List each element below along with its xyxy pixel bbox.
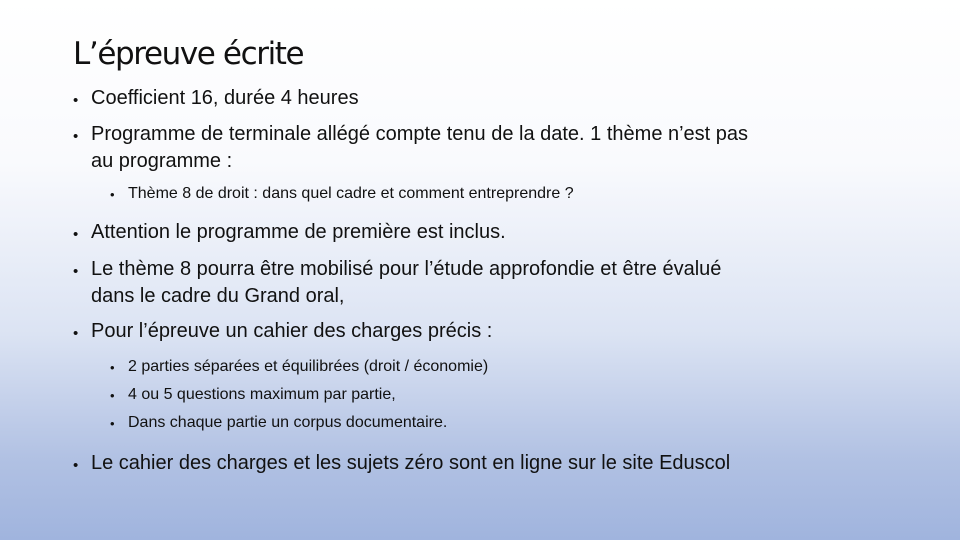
bullet-marker: •: [73, 325, 79, 342]
sub-bullet-text: 4 ou 5 questions maximum par partie,: [128, 386, 396, 403]
bullet-marker: •: [110, 416, 115, 431]
bullet-text: Le cahier des charges et les sujets zéro sont en ligne sur le site Eduscol: [91, 452, 731, 474]
bullet-marker: •: [73, 226, 79, 243]
bullet-marker: •: [110, 388, 115, 403]
bullet-text: Le thème 8 pourra être mobilisé pour l’étude approfondie et être évalué: [91, 258, 722, 280]
bullet-text-continuation: au programme :: [91, 150, 233, 172]
bullet-marker: •: [73, 92, 79, 109]
bullet-marker: •: [73, 457, 79, 474]
bullet-marker: •: [110, 360, 115, 375]
bullet-text-continuation: dans le cadre du Grand oral,: [91, 285, 345, 307]
sub-bullet-text: Dans chaque partie un corpus documentaire.: [128, 414, 448, 431]
bullet-marker: •: [73, 263, 79, 280]
bullet-text: Coefficient 16, durée 4 heures: [91, 87, 359, 109]
bullet-text: Attention le programme de première est inclus.: [91, 221, 506, 243]
bullet-marker: •: [110, 187, 115, 202]
sub-bullet-text: 2 parties séparées et équilibrées (droit / économie): [128, 358, 489, 375]
slide-title: L’épreuve écrite: [73, 36, 304, 72]
bullet-text: Pour l’épreuve un cahier des charges précis :: [91, 320, 493, 342]
bullet-text: Programme de terminale allégé compte tenu de la date. 1 thème n’est pas: [91, 123, 749, 145]
sub-bullet-text: Thème 8 de droit : dans quel cadre et comment entreprendre ?: [128, 185, 574, 202]
bullet-marker: •: [73, 128, 79, 145]
